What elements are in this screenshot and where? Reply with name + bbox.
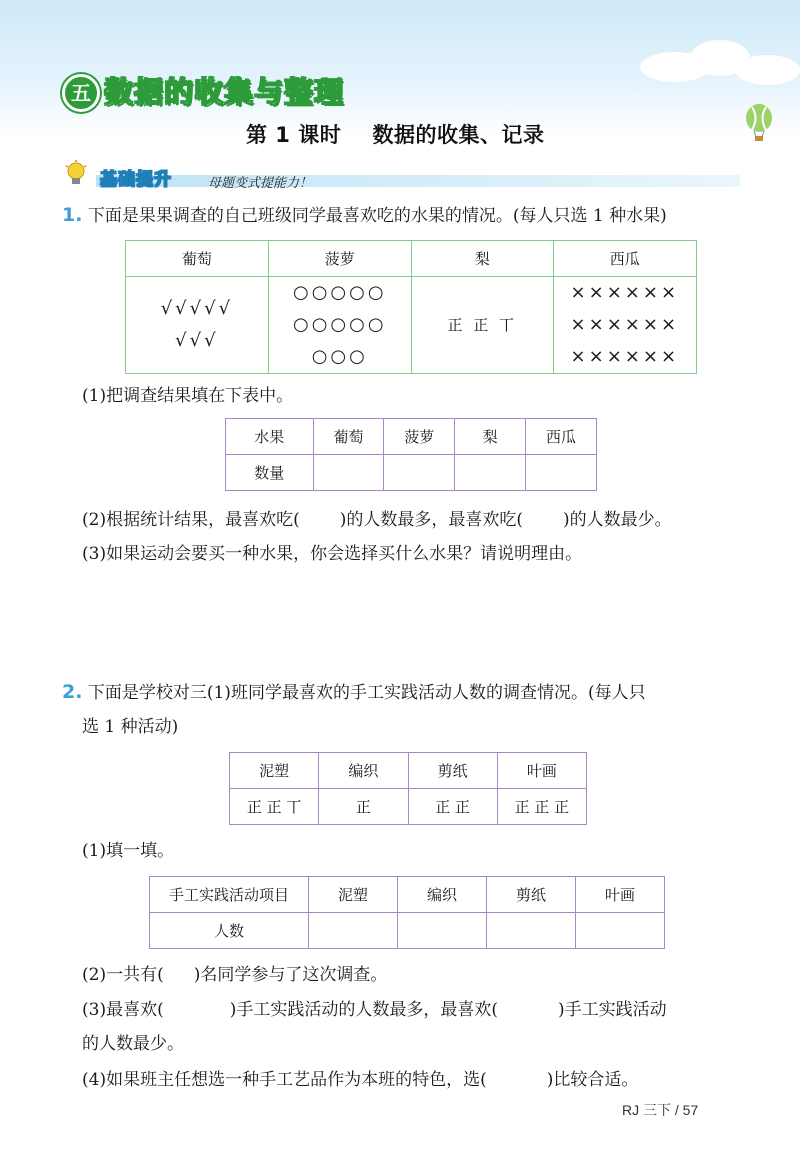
q2-part4-text: (4)如果班主任想选一种手工艺品作为本班的特色，选(	[82, 1070, 487, 1090]
lesson-title: 第 1 课时 数据的收集、记录	[246, 123, 545, 147]
chapter-title: 数据的收集与整理	[104, 75, 345, 109]
q2-header-weaving: 编织	[319, 753, 408, 789]
question-1-number: 1.	[62, 204, 83, 226]
fill-cell-label: 数量	[226, 455, 314, 491]
section-label	[100, 165, 172, 190]
question-2-number: 2.	[62, 681, 83, 703]
question-1	[62, 203, 667, 229]
q2-part2-text: )名同学参与了这次调查。	[193, 965, 388, 985]
q2-part3-cont: 的人数最少。	[82, 1034, 184, 1054]
answer-cell[interactable]	[398, 913, 487, 949]
fill-cell-header: 梨	[455, 419, 526, 455]
q1-part2-text: (2)根据统计结果，最喜欢吃(	[82, 510, 300, 530]
tally-line: ○○○	[311, 346, 368, 367]
q2-part3-text: )手工实践活动	[557, 1000, 667, 1020]
q1-header-pear: 梨	[411, 241, 553, 277]
q2-part3-text: )手工实践活动的人数最多，最喜欢(	[229, 1000, 498, 1020]
q1-part2	[82, 507, 672, 533]
q2-part1: (1)填一填。	[82, 841, 175, 861]
q1-part2-text: )的人数最少。	[562, 510, 672, 530]
q2-part4	[82, 1067, 638, 1093]
answer-cell[interactable]	[526, 455, 597, 491]
question-2-text-cont: 选 1 种活动)	[82, 717, 179, 737]
fill-cell-header: 叶画	[575, 877, 664, 913]
tally-line: ××××××	[570, 282, 680, 303]
cloud-decoration	[735, 55, 800, 85]
answer-cell[interactable]	[575, 913, 664, 949]
q2-tally-clay: 正 正 丅	[230, 789, 319, 825]
q1-marks-grape	[126, 277, 269, 374]
fill-cell-label: 人数	[150, 913, 309, 949]
q2-survey-table	[229, 752, 587, 825]
page-number: RJ 三下 / 57	[622, 1102, 699, 1118]
q2-tally-leaf: 正 正 正	[497, 789, 586, 825]
q1-header-pineapple: 菠萝	[268, 241, 411, 277]
q1-part1: (1)把调查结果填在下表中。	[82, 386, 294, 406]
fill-cell-header: 编织	[398, 877, 487, 913]
fill-cell-header: 菠萝	[384, 419, 455, 455]
hot-air-balloon-icon	[742, 103, 776, 143]
q1-fill-table	[225, 418, 597, 491]
q2-part2-text: (2)一共有(	[82, 965, 164, 985]
fill-cell-label: 水果	[226, 419, 314, 455]
q1-marks-watermelon	[553, 277, 696, 374]
q1-survey-table	[125, 240, 697, 374]
answer-cell[interactable]	[384, 455, 455, 491]
q1-marks-pear	[411, 277, 553, 374]
question-1-text: 下面是果果调查的自己班级同学最喜欢吃的水果的情况。(每人只选 1 种水果)	[87, 206, 667, 226]
answer-cell[interactable]	[313, 455, 384, 491]
section-subtitle: 母题变式提能力！	[208, 176, 313, 191]
q2-part3-text: (3)最喜欢(	[82, 1000, 164, 1020]
q1-header-grape: 葡萄	[126, 241, 269, 277]
q1-part2-text: )的人数最多，最喜欢吃(	[339, 510, 523, 530]
tally-line: ○○○○○	[293, 282, 387, 303]
tally-line: √√√	[175, 330, 219, 351]
q2-tally-papercut: 正 正	[408, 789, 497, 825]
tally-line: ××××××	[570, 346, 680, 367]
fill-cell-label: 手工实践活动项目	[150, 877, 309, 913]
tally-line: 正 正 丅	[447, 316, 517, 334]
q2-header-clay: 泥塑	[230, 753, 319, 789]
lightbulb-icon	[64, 160, 88, 190]
question-2	[62, 680, 646, 706]
answer-cell[interactable]	[455, 455, 526, 491]
answer-cell[interactable]	[309, 913, 398, 949]
fill-cell-header: 葡萄	[313, 419, 384, 455]
section-label-b: 提升	[136, 170, 172, 190]
fill-cell-header: 泥塑	[309, 877, 398, 913]
q2-header-leaf: 叶画	[497, 753, 586, 789]
q1-part3: (3)如果运动会要买一种水果，你会选择买什么水果？请说明理由。	[82, 544, 583, 564]
tally-line: √√√√√	[160, 298, 234, 319]
q2-fill-table	[149, 876, 665, 949]
q1-header-watermelon: 西瓜	[553, 241, 696, 277]
q1-marks-pineapple	[268, 277, 411, 374]
tally-line: ○○○○○	[293, 314, 387, 335]
section-label-a: 基础	[100, 170, 136, 190]
q2-tally-weaving: 正	[319, 789, 408, 825]
chapter-badge: 五	[62, 74, 100, 112]
tally-line: ××××××	[570, 314, 680, 335]
section-strip	[96, 175, 740, 187]
q2-part3	[82, 997, 667, 1023]
q2-part2	[82, 962, 387, 988]
q2-part4-text: )比较合适。	[546, 1070, 639, 1090]
fill-cell-header: 剪纸	[486, 877, 575, 913]
fill-cell-header: 西瓜	[526, 419, 597, 455]
answer-cell[interactable]	[486, 913, 575, 949]
question-2-text: 下面是学校对三(1)班同学最喜欢的手工实践活动人数的调查情况。(每人只	[87, 683, 646, 703]
q2-header-papercut: 剪纸	[408, 753, 497, 789]
